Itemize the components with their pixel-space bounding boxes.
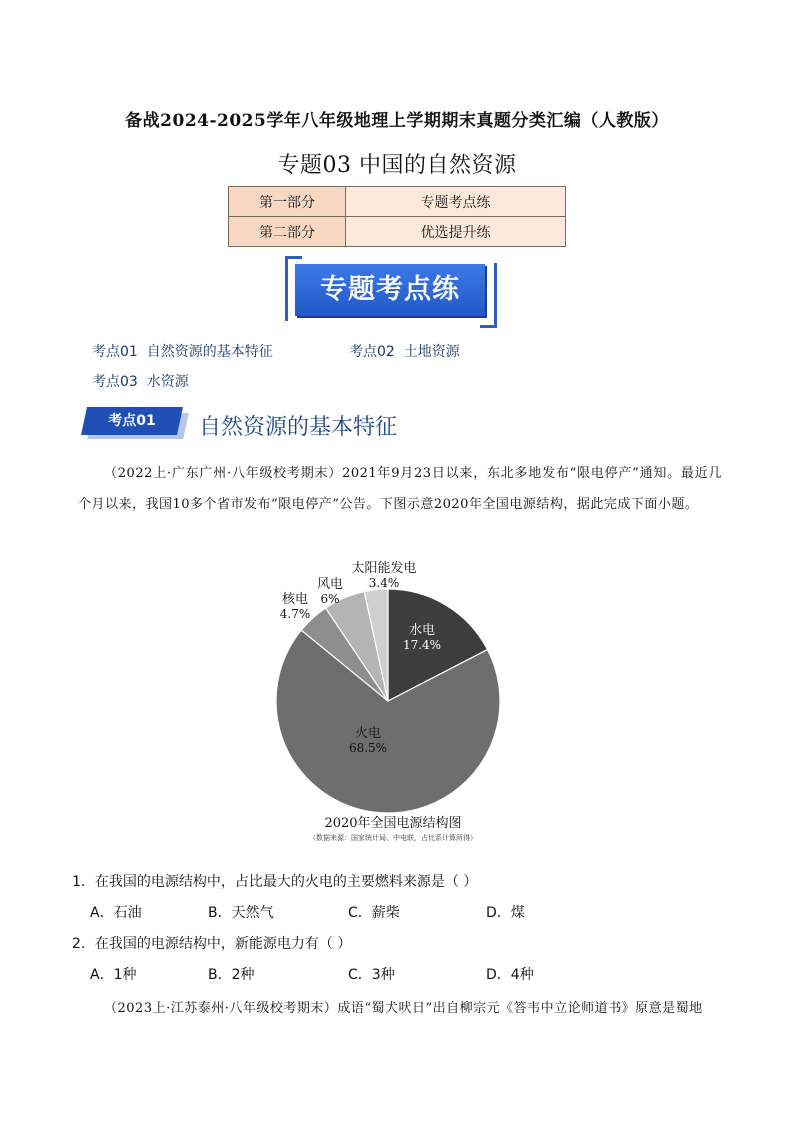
option-text: 3种 bbox=[371, 967, 395, 983]
q1-option-a[interactable] bbox=[90, 902, 142, 922]
question-2 bbox=[72, 933, 351, 953]
banner-label: 专题考点练 bbox=[295, 264, 485, 316]
passage-2: （2023上·江苏泰州·八年级校考期末）成语“蜀犬吠日”出自柳宗元《答韦中立论师道书》原意是蜀地 bbox=[104, 1001, 703, 1016]
option-key: A． bbox=[90, 905, 114, 921]
table-row bbox=[229, 217, 566, 247]
slice-value-label: 68.5% bbox=[348, 741, 388, 755]
question-stem: 在我国的电源结构中，占比最大的火电的主要燃料来源是（ ） bbox=[94, 874, 478, 890]
chart-subtitle: （数据来源：国家统计局、中电联，占比系计算所得） bbox=[309, 834, 477, 842]
question-stem: 在我国的电源结构中，新能源电力有（ ） bbox=[94, 936, 352, 952]
slice-value-label: 6% bbox=[320, 592, 340, 606]
part-name: 优选提升练 bbox=[346, 217, 566, 247]
option-text: 石油 bbox=[113, 905, 142, 921]
chart-title: 2020年全国电源结构图 bbox=[324, 816, 462, 831]
option-key: D． bbox=[486, 905, 511, 921]
slice-label: 火电 bbox=[354, 726, 382, 741]
option-key: B． bbox=[208, 905, 232, 921]
badge-label: 考点01 bbox=[108, 413, 156, 429]
slice-value-label: 3.4% bbox=[368, 576, 400, 590]
pie-chart bbox=[262, 552, 524, 844]
part-name: 专题考点练 bbox=[346, 187, 566, 217]
question-number: 2． bbox=[72, 936, 95, 952]
option-key: C． bbox=[348, 905, 372, 921]
key-point-2 bbox=[349, 341, 460, 361]
option-key: C． bbox=[348, 967, 372, 983]
key-point-1 bbox=[92, 341, 273, 361]
option-text: 1种 bbox=[113, 967, 137, 983]
slice-label: 风电 bbox=[316, 577, 344, 592]
option-key: A． bbox=[90, 967, 114, 983]
option-text: 薪柴 bbox=[371, 905, 400, 921]
document-title: 备战2024-2025学年八年级地理上学期期末真题分类汇编（人教版） bbox=[125, 111, 669, 131]
question-number: 1． bbox=[72, 874, 95, 890]
section-title: 自然资源的基本特征 bbox=[199, 415, 398, 440]
option-key: B． bbox=[208, 967, 232, 983]
key-point-3 bbox=[92, 371, 189, 391]
q1-option-d[interactable] bbox=[486, 902, 525, 922]
key-point-number: 考点01 bbox=[92, 344, 138, 360]
topic-banner bbox=[285, 256, 497, 328]
slice-label: 太阳能发电 bbox=[351, 561, 417, 576]
option-text: 4种 bbox=[510, 967, 534, 983]
topic-title: 专题03 中国的自然资源 bbox=[277, 153, 517, 178]
slice-label: 核电 bbox=[281, 592, 309, 607]
passage-1: （2022上·广东广州·八年级校考期末）2021年9月23日以来，东北多地发布“限电停产”通知。最近几个月以来，我国10多个省市发布“限电停产”公告。下图示意2020年全国电源结构，据此完成下面小题。 bbox=[78, 466, 722, 512]
q2-option-d[interactable] bbox=[486, 964, 534, 984]
q2-option-a[interactable] bbox=[90, 964, 137, 984]
pie-chart-svg bbox=[262, 552, 524, 844]
pie-slices bbox=[276, 589, 500, 813]
q2-option-b[interactable] bbox=[208, 964, 255, 984]
part-number: 第二部分 bbox=[229, 217, 346, 247]
q1-option-c[interactable] bbox=[348, 902, 400, 922]
option-text: 2种 bbox=[231, 967, 255, 983]
parts-table bbox=[228, 186, 566, 247]
question-1 bbox=[72, 871, 477, 891]
option-key: D． bbox=[486, 967, 511, 983]
slice-value-label: 17.4% bbox=[402, 638, 442, 652]
slice-label: 水电 bbox=[408, 623, 436, 638]
q2-option-c[interactable] bbox=[348, 964, 395, 984]
key-point-number: 考点03 bbox=[92, 374, 138, 390]
key-point-name: 土地资源 bbox=[403, 344, 460, 360]
table-row bbox=[229, 187, 566, 217]
section-badge bbox=[82, 405, 188, 441]
q1-option-b[interactable] bbox=[208, 902, 274, 922]
key-point-number: 考点02 bbox=[349, 344, 395, 360]
option-text: 煤 bbox=[510, 905, 525, 921]
option-text: 天然气 bbox=[231, 905, 274, 921]
key-point-name: 水资源 bbox=[146, 374, 189, 390]
part-number: 第一部分 bbox=[229, 187, 346, 217]
slice-value-label: 4.7% bbox=[279, 607, 311, 621]
key-point-name: 自然资源的基本特征 bbox=[146, 344, 273, 360]
